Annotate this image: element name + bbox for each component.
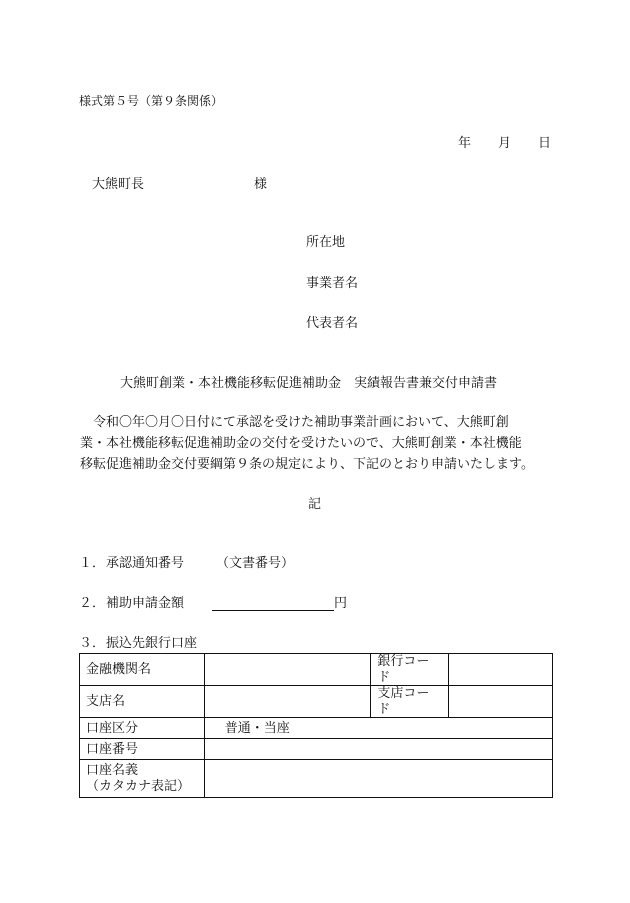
amount-blank-line bbox=[212, 597, 334, 611]
item2-unit: 円 bbox=[334, 596, 348, 611]
bank-code-label: 銀行コード bbox=[371, 654, 449, 686]
account-holder-label-cell bbox=[80, 760, 205, 798]
item1-value: （文書番号） bbox=[216, 556, 295, 571]
date-year-label: 年 bbox=[458, 136, 472, 151]
bank-account-table bbox=[79, 653, 553, 798]
account-holder-note: （カタカナ表記） bbox=[86, 778, 191, 794]
applicant-address-label: 所在地 bbox=[306, 235, 346, 250]
item3-label: 振込先銀行口座 bbox=[106, 636, 198, 651]
body-line-3: 移転促進補助金交付要綱第９条の規定により、下記のとおり申請いたします。 bbox=[80, 457, 534, 472]
item1-label: 承認通知番号 bbox=[106, 556, 185, 571]
document-title: 大熊町創業・本社機能移転促進補助金 実績報告書兼交付申請書 bbox=[120, 376, 498, 391]
ki-heading: 記 bbox=[308, 497, 322, 512]
table-row bbox=[80, 654, 553, 686]
applicant-business-name-label: 事業者名 bbox=[306, 276, 359, 291]
addressee-honorific: 様 bbox=[254, 177, 268, 192]
addressee-name: 大熊町長 bbox=[92, 177, 145, 192]
item1-number: １． bbox=[79, 556, 106, 571]
account-holder-label: 口座名義 bbox=[86, 763, 139, 779]
date-day-label: 日 bbox=[538, 136, 552, 151]
branch-name-label: 支店名 bbox=[80, 686, 205, 718]
body-line-2: 業・本社機能移転促進補助金の交付を受けたいので、大熊町創業・本社機能 bbox=[80, 436, 522, 451]
item2-number: ２． bbox=[79, 596, 106, 611]
table-row bbox=[80, 760, 553, 798]
branch-name-field[interactable] bbox=[204, 686, 371, 718]
applicant-representative-label: 代表者名 bbox=[306, 316, 359, 331]
table-row bbox=[80, 739, 553, 760]
table-row bbox=[80, 686, 553, 718]
financial-institution-label: 金融機関名 bbox=[80, 654, 205, 686]
table-row bbox=[80, 718, 553, 739]
account-number-field[interactable] bbox=[204, 739, 552, 760]
item3-number: ３． bbox=[79, 636, 106, 651]
account-type-label: 口座区分 bbox=[80, 718, 205, 739]
account-number-label: 口座番号 bbox=[80, 739, 205, 760]
date-month-label: 月 bbox=[498, 136, 512, 151]
account-type-value[interactable]: 普通・当座 bbox=[204, 718, 552, 739]
account-holder-field[interactable] bbox=[204, 760, 552, 798]
body-line-1: 令和〇年〇月〇日付にて承認を受けた補助事業計画において、大熊町創 bbox=[93, 415, 509, 430]
form-number: 様式第５号（第９条関係） bbox=[79, 94, 224, 108]
item2-label: 補助申請金額 bbox=[106, 596, 185, 611]
financial-institution-field[interactable] bbox=[204, 654, 371, 686]
bank-code-field[interactable] bbox=[449, 654, 553, 686]
branch-code-field[interactable] bbox=[449, 686, 553, 718]
branch-code-label: 支店コード bbox=[371, 686, 449, 718]
